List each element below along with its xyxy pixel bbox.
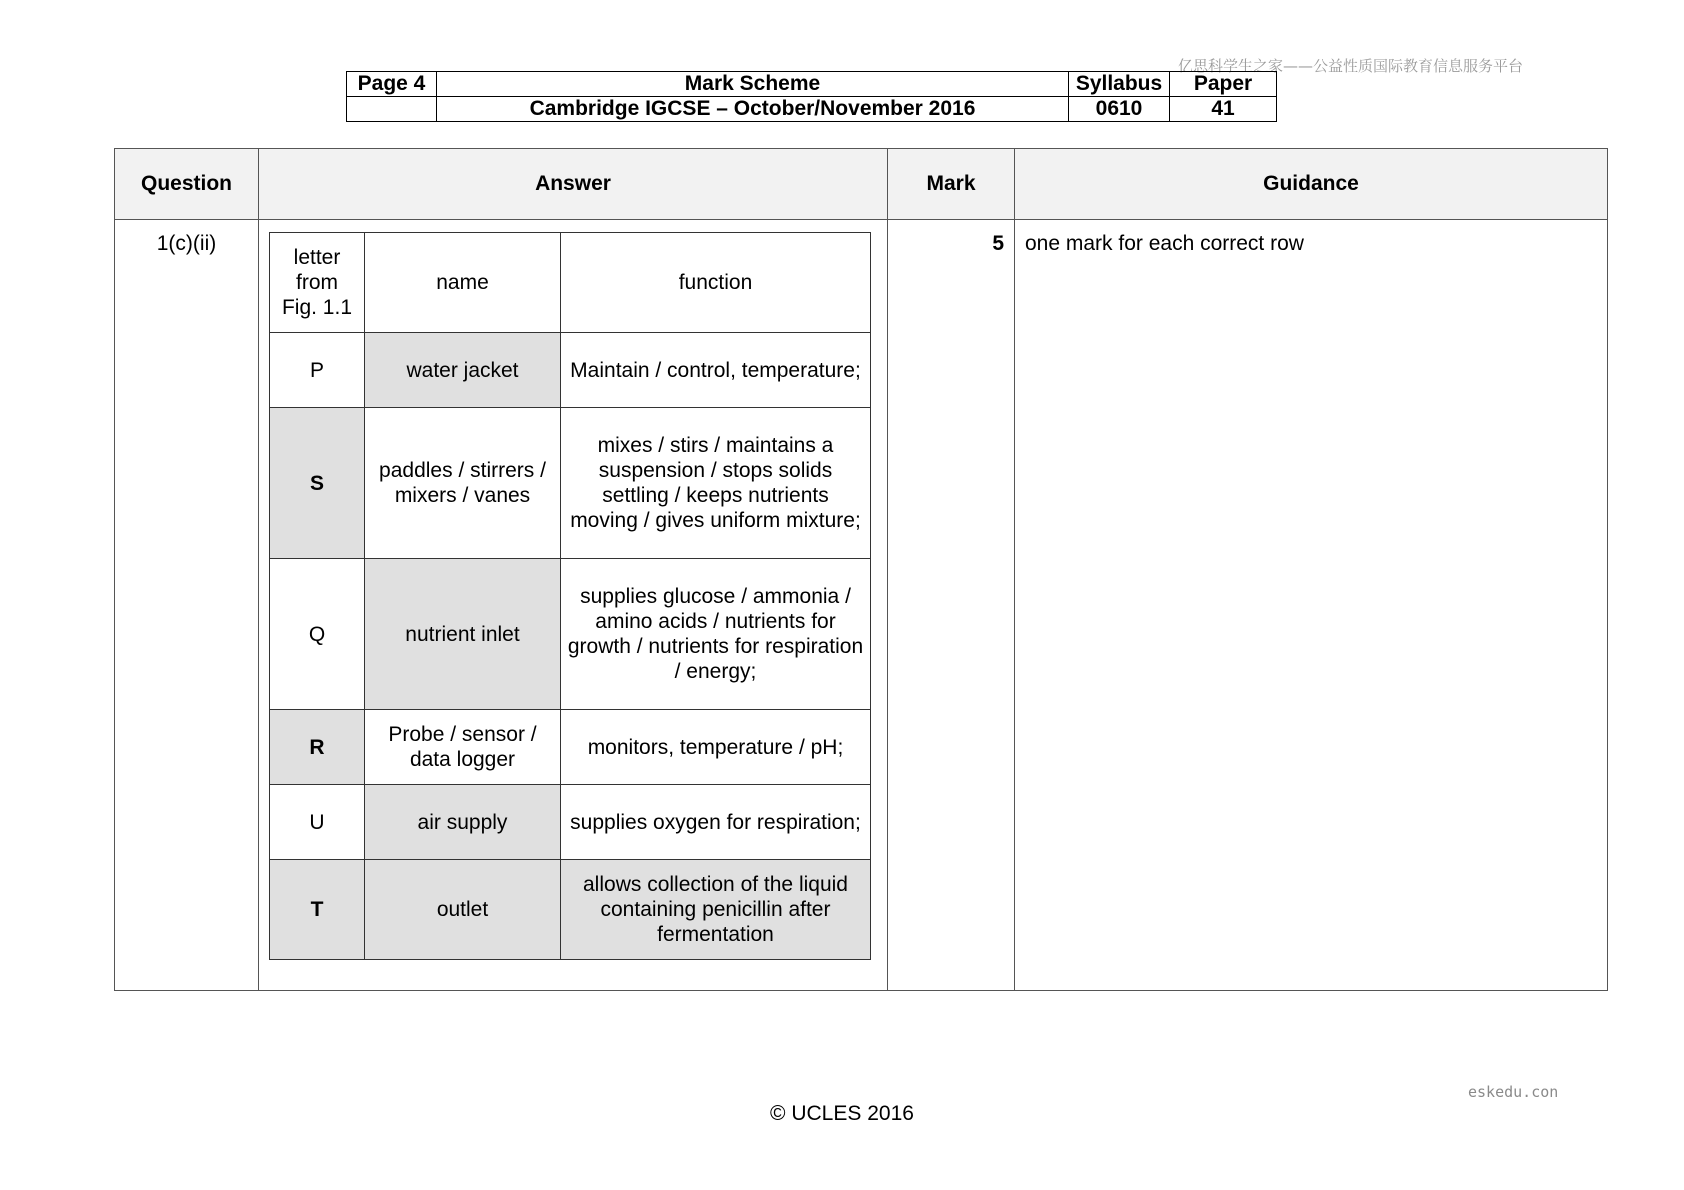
answer-cell: [259, 220, 888, 991]
row-name: nutrient inlet: [365, 559, 561, 710]
row-letter: T: [270, 860, 365, 960]
mark-value: 5: [888, 220, 1015, 991]
header-exam: Cambridge IGCSE – October/November 2016: [437, 97, 1069, 122]
row-name: Probe / sensor / data logger: [365, 710, 561, 785]
table-row: [270, 860, 871, 960]
row-name: paddles / stirrers / mixers / vanes: [365, 408, 561, 559]
row-name: air supply: [365, 785, 561, 860]
header-title: Mark Scheme: [437, 72, 1069, 97]
row-letter: P: [270, 333, 365, 408]
row-function: allows collection of the liquid containing penicillin after fermentation: [561, 860, 871, 960]
table-row: [270, 559, 871, 710]
row-letter: S: [270, 408, 365, 559]
row-letter: R: [270, 710, 365, 785]
row-function: monitors, temperature / pH;: [561, 710, 871, 785]
watermark-bottom: eskedu.con: [1468, 1083, 1559, 1101]
answer-table: [269, 232, 871, 960]
row-name: outlet: [365, 860, 561, 960]
header-page: Page 4: [347, 72, 437, 97]
row-function: mixes / stirs / maintains a suspension / stops solids settling / keeps nutrients moving / gives uniform mixture;: [561, 408, 871, 559]
column-guidance: Guidance: [1015, 149, 1608, 220]
row-function: Maintain / control, temperature;: [561, 333, 871, 408]
row-letter: U: [270, 785, 365, 860]
table-row: [270, 333, 871, 408]
header-paper: 41: [1170, 97, 1277, 122]
header-blank: [347, 97, 437, 122]
row-letter: Q: [270, 559, 365, 710]
page-header-table: [346, 71, 1277, 122]
table-row: [270, 408, 871, 559]
copyright-footer: © UCLES 2016: [770, 1102, 914, 1125]
mark-scheme-table: [114, 148, 1608, 991]
watermark-top: 亿思科学生之家——公益性质国际教育信息服务平台: [1178, 57, 1524, 75]
column-question: Question: [115, 149, 259, 220]
inner-header-name: name: [365, 233, 561, 333]
inner-header-function: function: [561, 233, 871, 333]
row-function: supplies oxygen for respiration;: [561, 785, 871, 860]
header-paper-label: Paper: [1170, 72, 1277, 97]
column-answer: Answer: [259, 149, 888, 220]
table-row: [270, 710, 871, 785]
inner-header-letter: letter from Fig. 1.1: [270, 233, 365, 333]
question-number: 1(c)(ii): [115, 220, 259, 991]
row-name: water jacket: [365, 333, 561, 408]
guidance-text: one mark for each correct row: [1015, 220, 1608, 991]
header-syllabus-label: Syllabus: [1069, 72, 1170, 97]
header-syllabus: 0610: [1069, 97, 1170, 122]
row-function: supplies glucose / ammonia / amino acids / nutrients for growth / nutrients for respiration / energy;: [561, 559, 871, 710]
column-mark: Mark: [888, 149, 1015, 220]
table-row: [270, 785, 871, 860]
